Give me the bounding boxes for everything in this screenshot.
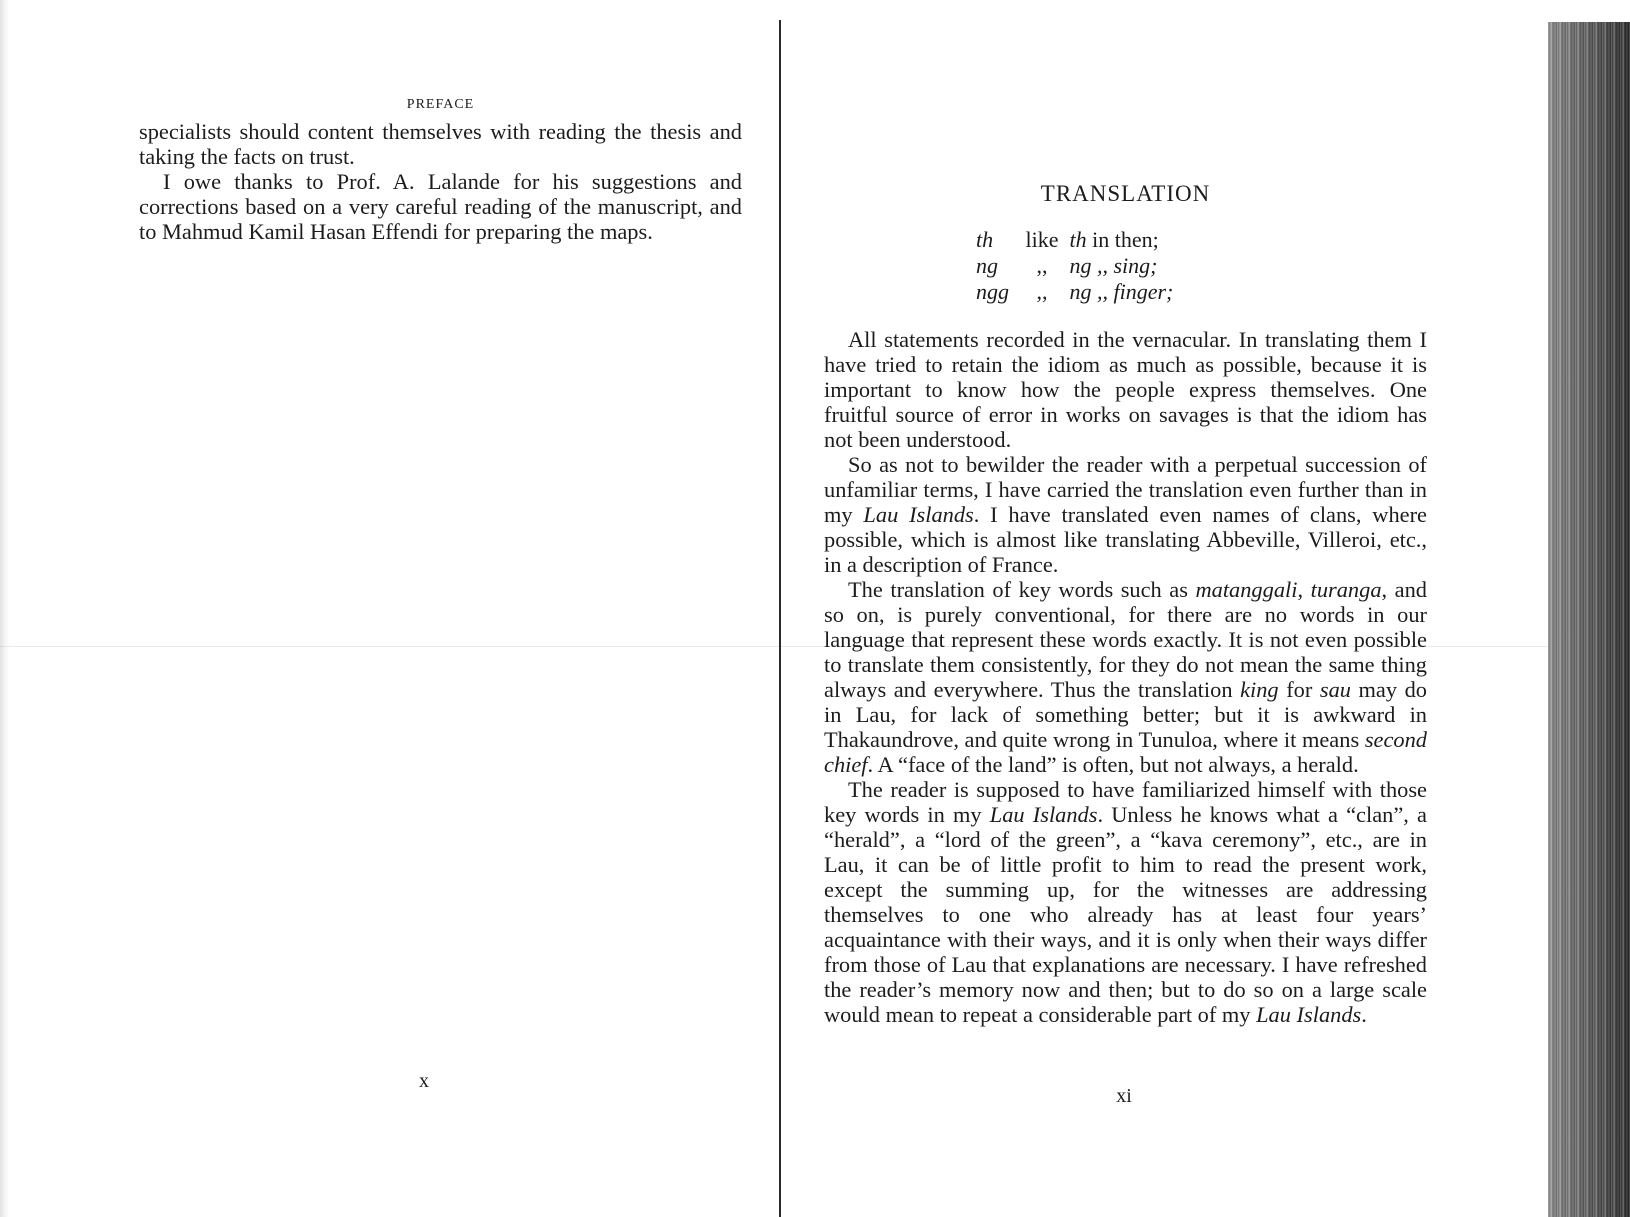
key-word: ,, finger; (1097, 279, 1174, 304)
paragraph: All statements recorded in the vernacular. In translating them I have tried to retain the idiom as much as possible, because it is important to know how the people express themselves. One fruitful source of error in works on savages is that the idiom has not been understood. (824, 327, 1427, 452)
key-row (976, 279, 1427, 305)
term: matanggali (1195, 577, 1298, 602)
term: turanga (1310, 577, 1382, 602)
key-relation: ,, (1036, 253, 1048, 278)
book-gutter (779, 20, 781, 1217)
book-title: Lau Islands (1256, 1002, 1362, 1027)
text-run: , (1297, 577, 1311, 602)
term: second chief (824, 727, 1427, 777)
left-page (139, 95, 742, 244)
paragraph (824, 577, 1427, 777)
key-relation: ,, (1036, 279, 1048, 304)
text-run: The translation of key words such as (848, 577, 1196, 602)
book-title: Lau Islands (989, 802, 1098, 827)
paragraph: I owe thanks to Prof. A. Lalande for his suggestions and corrections based on a very careful reading of the manuscript, and to Mahmud Kamil Hasan Effendi for preparing the maps. (139, 169, 742, 244)
key-example: ng (1069, 253, 1092, 278)
key-letters: ngg (976, 279, 1009, 304)
text-run: for (1278, 677, 1320, 702)
page-number: xi (1116, 1085, 1132, 1107)
paragraph: specialists should content themselves with reading the thesis and taking the facts on trust. (139, 119, 742, 169)
term: king (1240, 677, 1279, 702)
text-run: So as not to bewilder the reader with a perpetual succession of unfamiliar terms, I have carried the translation even further than in my (824, 452, 1427, 527)
book-title: Lau Islands (863, 502, 974, 527)
pronunciation-key (976, 227, 1427, 305)
paragraph (824, 452, 1427, 577)
term: sau (1319, 677, 1351, 702)
key-letters: ng (976, 253, 998, 278)
right-page (824, 180, 1427, 1027)
text-run: The reader is supposed to have familiarized himself with those key words in my (824, 777, 1427, 827)
key-relation: like (1025, 227, 1059, 252)
paragraph (824, 777, 1427, 1027)
key-word: in then; (1092, 227, 1159, 252)
key-row (976, 253, 1427, 279)
text-run: may do in Lau, for lack of something better; but it is awkward in Thakaundrove, and quite wrong in Tunuloa, where it means (824, 677, 1428, 752)
running-head: PREFACE (406, 97, 475, 112)
key-row (976, 227, 1427, 253)
text-run: . Unless he knows what a “clan”, a “herald”, a “lord of the green”, a “kava ceremony”, etc., are in Lau, it can be of little profit to him to read the present work, except the summing up, for the witnesses are addressing themselves to one who already has at least four years’ acquaintance with their ways, and it is only when their ways differ from those of Lau that explanations are necessary. I have refreshed the reader’s memory now and then; but to do so on a large scale would mean to repeat a considerable part of my (824, 802, 1427, 1027)
page-stack-shadow (1548, 22, 1630, 1217)
section-title: TRANSLATION (1040, 181, 1211, 206)
page-edge-left (0, 0, 10, 1217)
text-run: . (1361, 1002, 1367, 1027)
key-example: ng (1069, 279, 1092, 304)
text-run: . A “face of the land” is often, but not always, a herald. (867, 752, 1359, 777)
text-run: . I have translated even names of clans, where possible, which is almost like translating Abbeville, Villeroi, etc., in a description of France. (824, 502, 1427, 577)
page-number: x (419, 1070, 429, 1092)
key-example: th (1069, 227, 1087, 252)
key-letters: th (976, 227, 994, 252)
text-run: , and so on, is purely conventional, for there are no words in our language that represent these words exactly. It is not even possible to translate them consistently, for they do not mean the same thing always and everywhere. Thus the translation (824, 577, 1427, 702)
key-word: ,, sing; (1097, 253, 1158, 278)
